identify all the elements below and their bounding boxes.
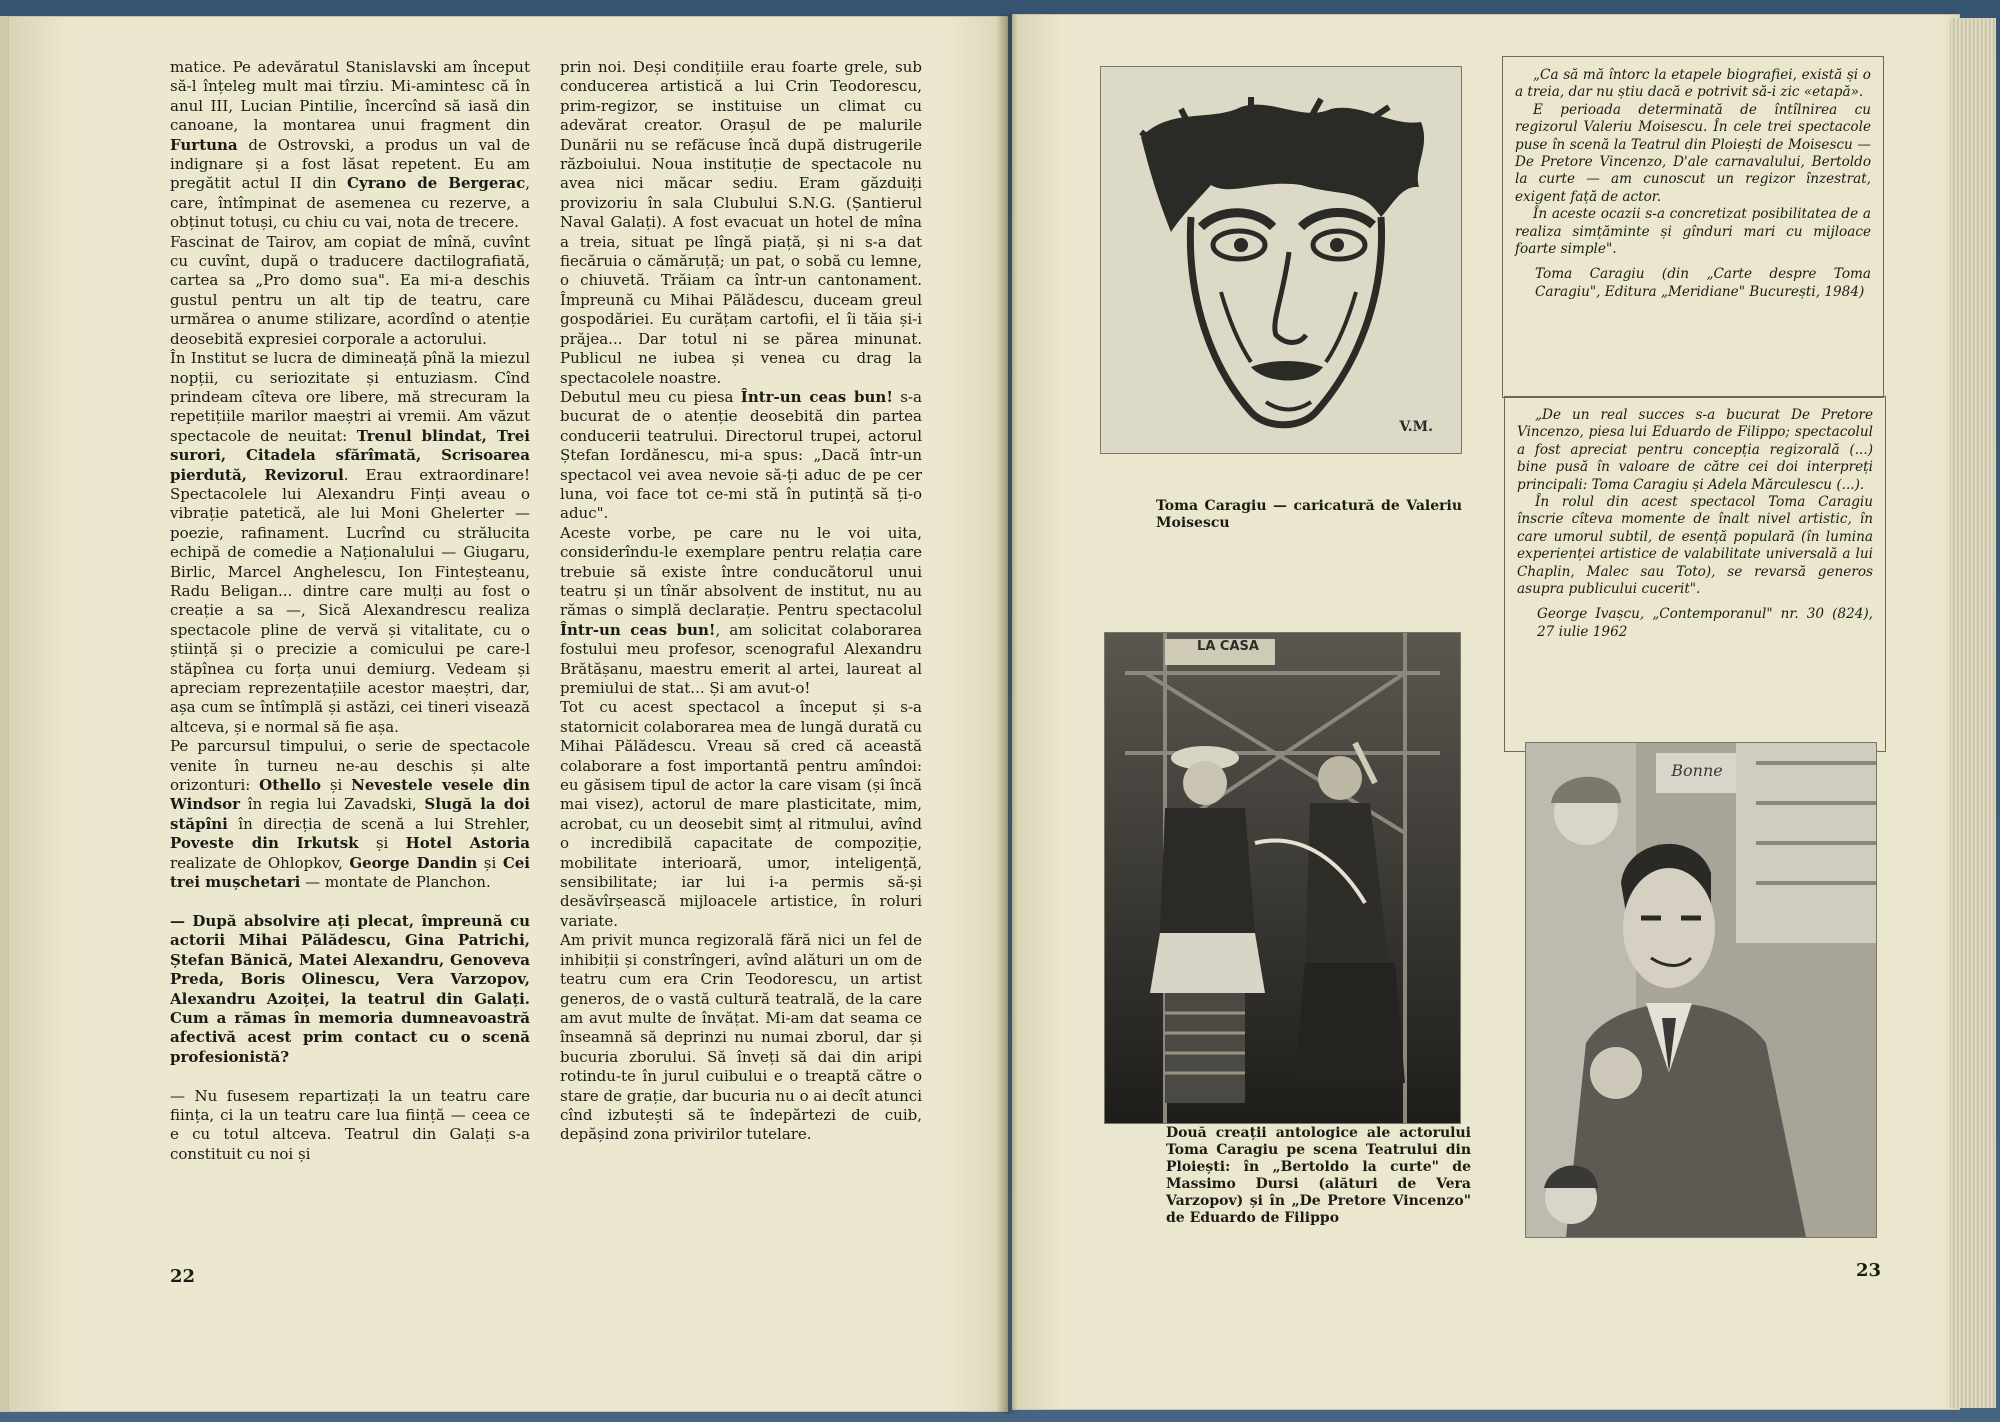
quote-box-caragiu bbox=[1502, 56, 1884, 398]
text-run: de Ostrovski, a produs un val de indignare și a fost lăsat repetent. Eu am pregătit actul II din bbox=[170, 135, 530, 193]
quote-paragraph: E perioada determinată de întîlnirea cu regizorul Valeriu Moisescu. În cele trei spectacole puse în scenă la Teatrul din Ploiești de Moisescu — De Pretore Vincenzo, D'ale carnavalului, Bertoldo la curte — am cunoscut un regizor înzestrat, exigent față de actor. bbox=[1515, 101, 1871, 205]
text-run: , am solicitat colaborarea fostului meu profesor, scenograful Alexandru Brătășanu, maestru emerit al artei, laureat al premiului de stat... Și am avut-o! Tot cu acest spectacol a început și s-a statornicit colaborarea mea de lungă durată cu Mihai Pălădescu. Vreau să cred că această colaborare a fost importantă pentru amîndoi: eu găsisem tipul de actor la care visam (și încă mai visez), actorul de mare plasticitate, mim, acrobat, cu un deosebit simț al ritmului, avînd o incredibilă capacitate de compoziție, mobilitate interioară, umor, inteligență, sensibilitate; iar lui i-a permis să-și desăvîrșească mijloacele artistice, în roluri variate. Am privit munca regizorală fără nici un fel de inhibiții și constrîngeri, avînd alături un om de teatru cum era Crin Teodorescu, un artist generos, de o vastă cultură teatrală, de la care am avut multe de învățat. Mi-am dat seama ce înseamnă să deprinzi nu numai zborul, dar și bucuria zborului. Să înveți să dai din aripi rotindu-te în jurul cuibului e o treaptă către o stare de grație, dar bucuria nu o ai decît atunci cînd izbutești să te îndepărtezi de cuib, depășind zona privirilor tutelare. bbox=[560, 620, 922, 1144]
book-gutter bbox=[996, 14, 1018, 1414]
text-run: în direcția de scenă a lui Strehler, bbox=[227, 814, 530, 833]
theatre-scene-drawing bbox=[1105, 633, 1460, 1123]
caricature-drawing bbox=[1101, 67, 1461, 453]
bold-text-run: Hotel Astoria bbox=[405, 834, 530, 853]
text-run: — Nu fusesem repartizați la un teatru care ființa, ci la un teatru care lua ființă — ceea ce e cu totul altceva. Teatrul din Galați s-a constituit cu noi și bbox=[170, 1086, 530, 1163]
text-run: în regia lui Zavadski, bbox=[240, 795, 425, 814]
bold-text-run: George Dandin bbox=[349, 853, 478, 872]
bold-text-run: Slugă la doi stăpîni bbox=[170, 795, 530, 833]
quote-paragraph: În rolul din acest spectacol Toma Caragiu înscrie cîteva momente de înalt nivel artistic, în care umorul subtil, de esență populară (în lumina experienței artistice de valabilitate universală a lui Chaplin, Malec sau Toto), se revarsă generos asupra publicului cucerit". bbox=[1517, 494, 1873, 598]
left-page-column-2 bbox=[560, 58, 922, 1258]
theatre-photo-caption: Două creații antologice ale actorului Toma Caragiu pe scena Teatrului din Ploiești: în „Bertoldo la curte" de Massimo Dursi (alături de Vera Varzopov) și în „De Pretore Vincenzo" de Eduardo de Filippo bbox=[1166, 1125, 1471, 1226]
text-run: s-a bucurat de o atenție deosebită din partea conducerii teatrului. Directorul trupei, actorul Ștefan Iordănescu, mi-a spus: „Dacă într-un spectacol vei avea nevoie să-ți aduc de pe cer luna, voi face tot ce-mi stă în putință să ți-o aduc". Aceste vorbe, pe care nu le voi uita, considerîndu-le exemplare pentru relația care trebuie să existe între conducătorul unui teatru și un tînăr absolvent de institut, nu au rămas o simplă declarație. Pentru spectacolul bbox=[560, 387, 922, 620]
caricature-signature: V.M. bbox=[1399, 419, 1433, 435]
page-number-left: 22 bbox=[170, 1266, 196, 1287]
text-run: realizate de Ohlopkov, bbox=[170, 853, 350, 872]
quote-source: Toma Caragiu (din „Carte despre Toma Caragiu", Editura „Meridiane" București, 1984) bbox=[1535, 266, 1871, 300]
bold-text-run: Într-un ceas bun! bbox=[560, 620, 716, 639]
page-edges bbox=[1950, 18, 1996, 1408]
bold-text-run: Othello bbox=[259, 776, 321, 795]
portrait-drawing bbox=[1526, 743, 1876, 1237]
theatre-sign-text: LA CASA bbox=[1197, 639, 1259, 654]
quote-box-ivascu bbox=[1504, 396, 1886, 752]
portrait-sign-text: Bonne bbox=[1671, 761, 1723, 780]
bold-text-run: Cyrano de Bergerac bbox=[347, 174, 526, 193]
caricature-caption: Toma Caragiu — caricatură de Valeriu Moisescu bbox=[1156, 498, 1462, 531]
left-page-column-1 bbox=[170, 58, 530, 1278]
caricature-image bbox=[1100, 66, 1462, 454]
quote-paragraph: „Ca să mă întorc la etapele biografiei, există și o a treia, dar nu știu dacă e potrivit să-i zic «etapă». bbox=[1515, 67, 1871, 101]
text-run: prin noi. Deși condițiile erau foarte grele, sub conducerea artistică a lui Crin Teodorescu, prim-regizor, se instituise un climat cu adevărat creator. Orașul de pe malurile Dunării nu se refăcuse încă după distrugerile războiului. Noua instituție de spectacole nu avea nici măcar sediu. Eram găzduiți provizoriu în sala Clubului S.N.G. (Șantierul Naval Galați). A fost evacuat un hotel de mîna a treia, situat pe lîngă piață, și ni s-a dat fiecăruia o cămăruță; un pat, o sobă cu lemne, o chiuvetă. Trăiam ca într-un cantonament. Împreună cu Mihai Pălădescu, duceam greul gospodăriei. Eu curățam cartofii, el îi tăia și-i prăjea... Dar totul ni se părea minunat. Publicul ne iubea și venea cu drag la spectacolele noastre. Debutul meu cu piesa bbox=[560, 58, 922, 406]
bold-text-run: Poveste din Irkutsk bbox=[170, 834, 359, 853]
text-run: — montate de Planchon. bbox=[305, 873, 491, 892]
text-run: și bbox=[321, 776, 352, 795]
bold-text-run: Furtuna bbox=[170, 135, 238, 154]
text-run: și bbox=[477, 853, 503, 872]
bold-text-run: Cei trei mușchetari bbox=[170, 853, 530, 892]
bold-text-run: Trenul blindat, Trei surori, Citadela sfărîmată, Scrisoarea pierdută, Revizorul bbox=[170, 426, 530, 484]
quote-paragraph: „De un real succes s-a bucurat De Pretore Vincenzo, piesa lui Eduardo de Filippo; spectacolul a fost apreciat pentru concepția regizorală (...) bine pusă în valoare de către cei doi interpreți principali: Toma Caragiu și Adela Mărculescu (...). bbox=[1517, 407, 1873, 493]
bold-text-run: Într-un ceas bun! bbox=[740, 387, 893, 406]
text-run: matice. Pe adevăratul Stanislavski am început să-l înțeleg mult mai tîrziu. Mi-amintesc că în anul III, Lucian Pintilie, încercînd să iasă din canoane, la montarea unui fragment din bbox=[170, 58, 530, 135]
theatre-scene-photo bbox=[1104, 632, 1461, 1124]
bold-text-run: — După absolvire ați plecat, împreună cu actorii Mihai Pălădescu, Gina Patrichi, Ștefan Bănică, Matei Alexandru, Genoveva Preda, Boris Olinescu, Vera Varzopov, Alexandru Azoiței, la teatrul din Galați. Cum a rămas în memoria dumneavoastră afectivă acest prim contact cu o scenă profesionistă? bbox=[170, 911, 530, 1066]
text-run: și bbox=[358, 834, 406, 853]
portrait-photo bbox=[1525, 742, 1877, 1238]
quote-source: George Ivașcu, „Contemporanul" nr. 30 (824), 27 iulie 1962 bbox=[1537, 606, 1873, 640]
text-run: . Erau extraordinare! Spectacolele lui Alexandru Finți aveau o vibrație patetică, ale lui Moni Ghelerter — poezie, rafinament. Lucrînd cu strălucita echipă de comedie a Naționalului — Giugaru, Birlic, Marcel Anghelescu, Ion Finteșteanu, Radu Beligan... dintre care mulți au fost o creație a sa —, Sică Alexandrescu realiza spectacole pline de vervă și vitalitate, cu o știință și o precizie a comicului pe care-l stăpînea cu forța unui demiurg. Vedeam și apreciam reprezentațiile acestor maeștri, dar, așa cum se întîmplă și astăzi, cei tineri visează altceva, și e normal să fie așa. Pe parcursul timpului, o serie de spectacole venite în turneu ne-au deschis și alte orizonturi: bbox=[170, 465, 530, 795]
bold-text-run: Nevestele vesele din Windsor bbox=[170, 776, 530, 814]
text-run: , care, întîmpinat de asemenea cu rezerve, a obținut totuși, cu chiu cu vai, nota de trecere. Fascinat de Tairov, am copiat de mînă, cuvînt cu cuvînt, după o traducere dactilografiată, cartea sa „Pro domo sua". Ea mi-a deschis gustul pentru un alt tip de teatru, care urmărea o anume stilizare, acordînd o atenție deosebită expresiei corporale a actorului. În Institut se lucra de dimineață pînă la miezul nopții, cu seriozitate și entuziasm. Cînd prindeam cîteva ore libere, mă strecuram la repetițiile marilor maeștri ai vremii. Am văzut spectacole de neuitat: bbox=[170, 174, 530, 445]
quote-paragraph: În aceste ocazii s-a concretizat posibilitatea de a realiza simțăminte și gînduri mari cu mijloace foarte simple". bbox=[1515, 206, 1871, 258]
page-number-right: 23 bbox=[1856, 1260, 1882, 1281]
